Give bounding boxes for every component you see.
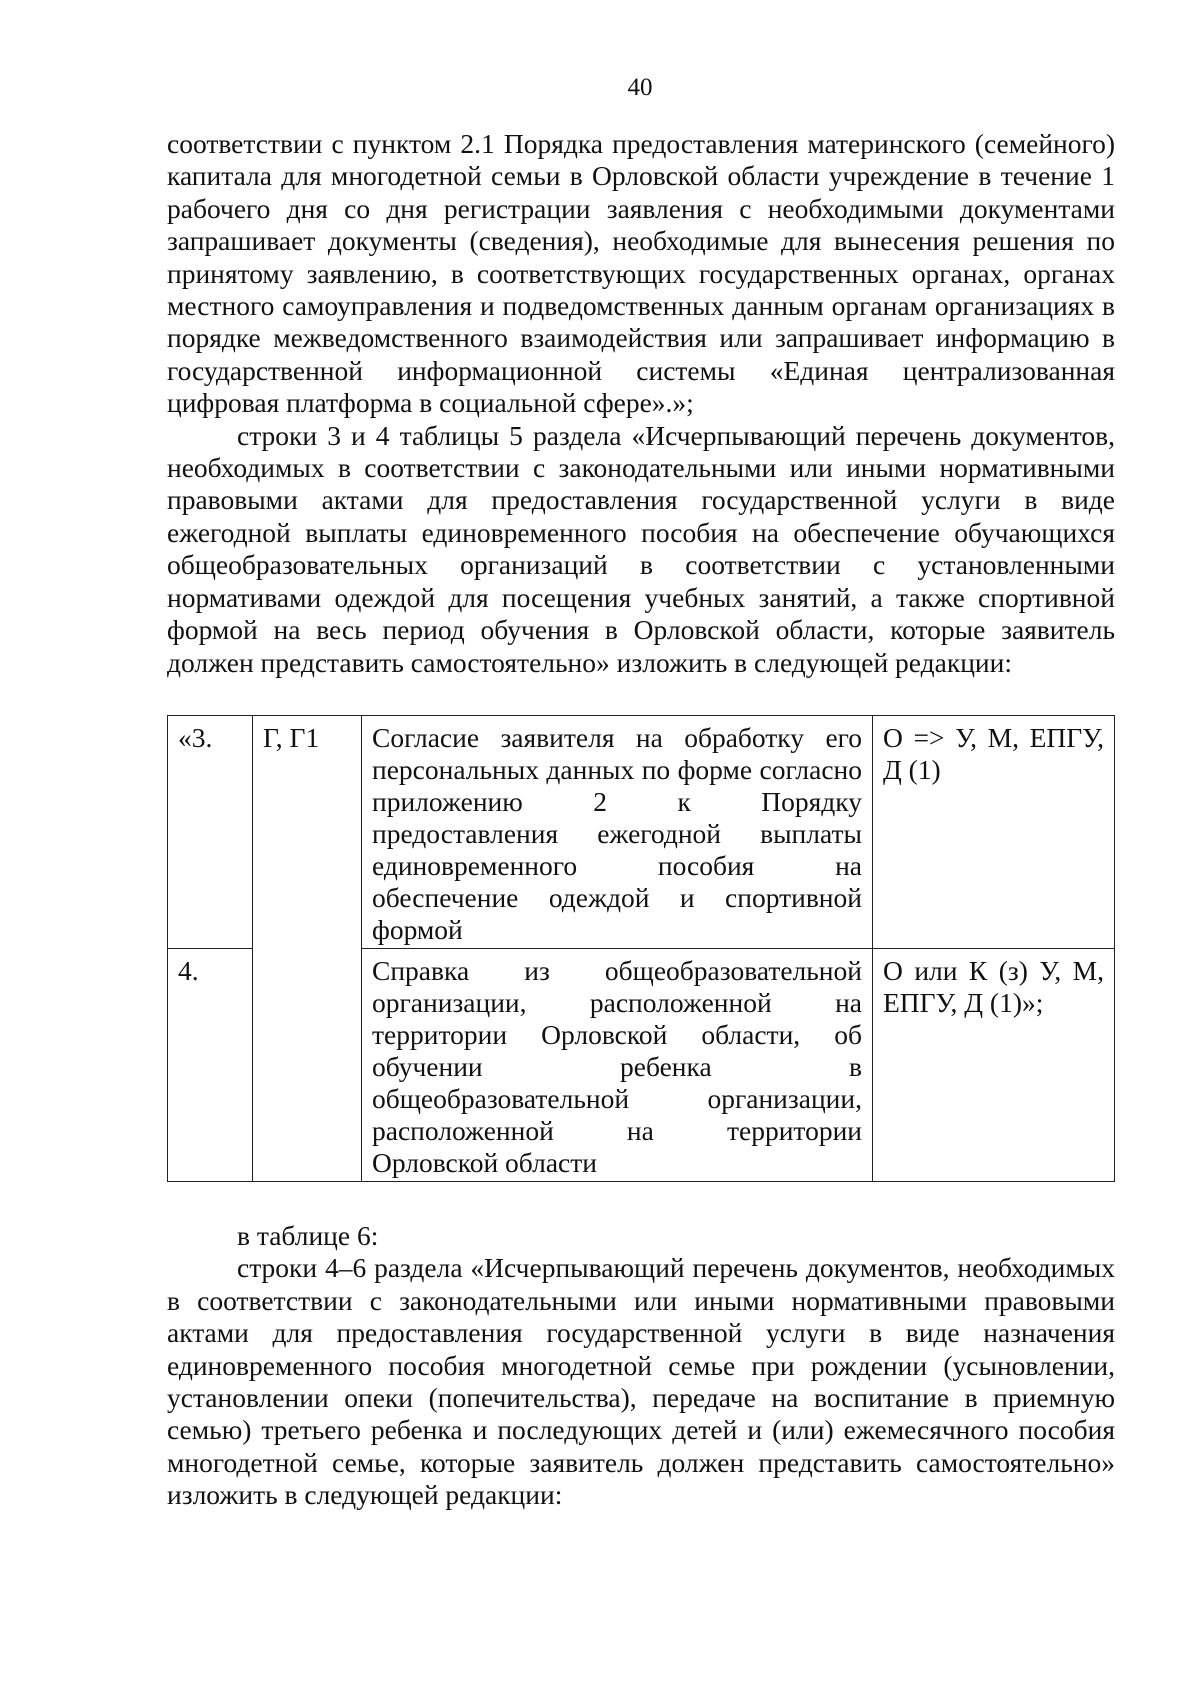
row-document: Согласие заявителя на обработку его персональных данных по форме согласно приложению 2 к Порядку предоставления ежегодной выплаты единовременного пособия на обеспечение одеждой и спортивной формой <box>362 715 873 948</box>
table-row <box>168 715 1115 948</box>
row-number: 4. <box>168 948 253 1181</box>
group-code: Г, Г1 <box>253 715 362 1181</box>
document-body <box>167 128 1115 1512</box>
row-codes: О или К (з) У, М, ЕПГУ, Д (1)»; <box>873 948 1115 1181</box>
document-table <box>167 715 1115 1182</box>
table6-paragraph: строки 4–6 раздела «Исчерпывающий перечень документов, необходимых в соответствии с законодательными или иными нормативными правовыми актами для предоставления государственной услуги в виде назначения единовременного пособия многодетной семье при рождении (усыновлении, установлении опеки (попечительства), передаче на воспитание в приемную семью) третьего ребенка и последующих детей и (или) ежемесячного пособия многодетной семье, которые заявитель должен представить самостоятельно» изложить в следующей редакции: <box>167 1252 1115 1511</box>
page-number: 40 <box>627 74 653 101</box>
intro-paragraph: соответствии с пунктом 2.1 Порядка предоставления материнского (семейного) капитала для многодетной семьи в Орловской области учреждение в течение 1 рабочего дня со дня регистрации заявления с необходимыми документами запрашивает документы (сведения), необходимые для вынесения решения по принятому заявлению, в соответствующих государственных органах, органах местного самоуправления и подведомственных данным органам организациях в порядке межведомственного взаимодействия или запрашивает информацию в государственной информационной системы «Единая централизованная цифровая платформа в социальной сфере».»; <box>167 128 1115 419</box>
row-number: «3. <box>168 715 253 948</box>
table6-heading: в таблице 6: <box>237 1219 379 1251</box>
table5-paragraph: строки 3 и 4 таблицы 5 раздела «Исчерпывающий перечень документов, необходимых в соответствии с законодательными или иными нормативными правовыми актами для предоставления государственной услуги в виде ежегодной выплаты единовременного пособия на обеспечение обучающихся общеобразовательных организаций в соответствии с установленными нормативами одеждой для посещения учебных занятий, а также спортивной формой на весь период обучения в Орловской области, которые заявитель должен представить самостоятельно» изложить в следующей редакции: <box>167 419 1115 678</box>
row-document: Справка из общеобразовательной организации, расположенной на территории Орловской области, об обучении ребенка в общеобразовательной организации, расположенной на территории Орловской области <box>362 948 873 1181</box>
row-codes: О => У, М, ЕПГУ, Д (1) <box>873 715 1115 948</box>
